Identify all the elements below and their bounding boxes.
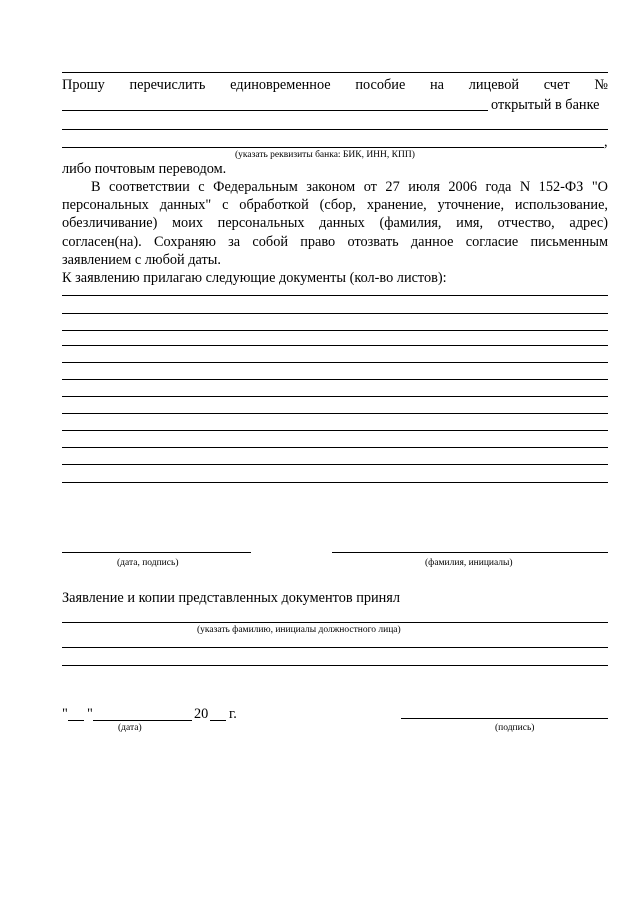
bank-details-field[interactable] [62,147,604,148]
date-quote-close: " [87,706,93,722]
attachment-line[interactable] [62,362,608,363]
attachment-line[interactable] [62,379,608,380]
date-signature-field[interactable] [62,552,251,553]
top-blank-line[interactable] [62,72,608,73]
account-number-field[interactable] [62,110,488,111]
consent-line: обезличивание) моих персональных данных (фамилия, имя, отчество, адрес) [62,215,608,232]
year-field[interactable] [210,720,226,721]
opened-in-bank-label: открытый в банке [491,97,600,113]
trailing-comma: , [604,134,608,150]
month-field[interactable] [93,720,192,721]
request-word: на [430,77,445,93]
name-initials-field[interactable] [332,552,608,553]
attachment-line[interactable] [62,430,608,431]
accepted-label: Заявление и копии представленных документов принял [62,590,401,606]
consent-line: заявлением с любой даты. [62,251,221,268]
attachment-line[interactable] [62,482,608,483]
attachment-line[interactable] [62,413,608,414]
request-word: перечислить [129,77,206,93]
date-signature-hint: (дата, подпись) [117,558,179,568]
official-extra-line[interactable] [62,647,608,648]
official-hint: (указать фамилию, инициалы должностного лица) [197,625,401,635]
request-word: Прошу [62,77,105,93]
receiver-signature-field[interactable] [401,718,608,719]
request-word: единовременное [230,77,331,93]
request-word: лицевой [468,77,520,93]
request-word: № [594,77,608,93]
receiver-signature-hint: (подпись) [495,723,535,733]
attachment-line[interactable] [62,464,608,465]
name-initials-hint: (фамилия, инициалы) [425,558,513,568]
year-suffix: г. [229,706,237,722]
attachment-line[interactable] [62,447,608,448]
year-prefix: 20 [194,706,209,722]
day-field[interactable] [68,720,84,721]
consent-line: согласен(на). Сохраняю за собой право отозвать данное согласие письменным [62,233,608,250]
bank-name-field[interactable] [62,129,608,130]
consent-line: персональных данных" с обработкой (сбор, хранение, уточнение, использование, [62,197,608,214]
attachment-line[interactable] [62,295,608,296]
attachment-line[interactable] [62,396,608,397]
attachments-label: К заявлению прилагаю следующие документы (кол-во листов): [62,270,447,286]
request-line [62,76,608,94]
date-quote-open: " [62,706,68,722]
request-word: пособие [355,77,406,93]
request-word: счет [543,77,570,93]
date-hint: (дата) [118,723,142,733]
bank-details-hint: (указать реквизиты банка: БИК, ИНН, КПП) [235,150,415,160]
consent-line: В соответствии с Федеральным законом от 27 июля 2006 года N 152-ФЗ "О [91,179,608,195]
postal-transfer-text: либо почтовым переводом. [62,161,227,177]
attachment-line[interactable] [62,330,608,331]
attachment-line[interactable] [62,345,608,346]
official-extra-line[interactable] [62,665,608,666]
consent-paragraph [62,178,608,269]
attachment-line[interactable] [62,313,608,314]
official-name-field[interactable] [62,622,608,623]
